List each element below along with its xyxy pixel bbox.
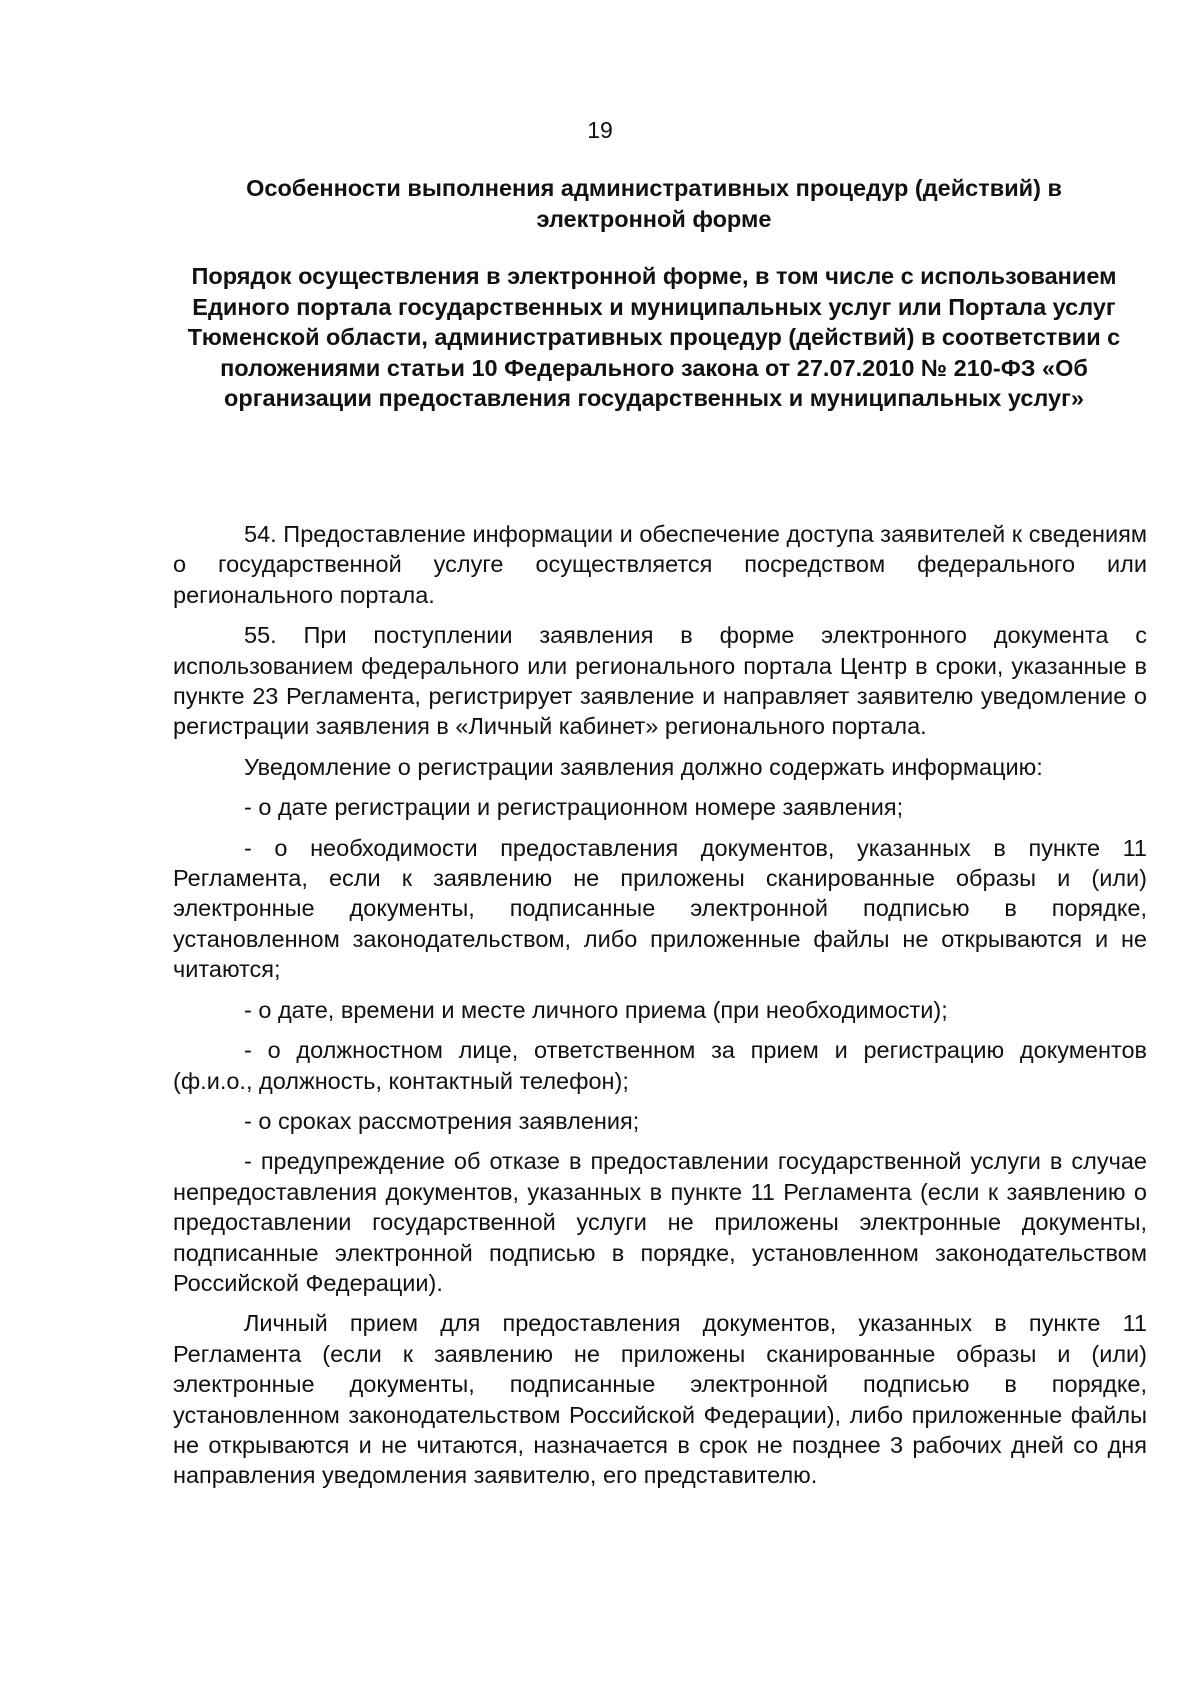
list-item: - о дате регистрации и регистрационном номере заявления; bbox=[244, 794, 904, 821]
list-item: - о должностном лице, ответственном за прием и регистрацию документов (ф.и.о., должность, контактный телефон); bbox=[173, 1037, 1147, 1094]
section-title: Особенности выполнения административных процедур (действий) в электронной форме bbox=[246, 175, 1062, 232]
subsection-title: Порядок осуществления в электронной форме, в том числе с использованием Единого портала государственных и муниципальных услуг или Портала услуг Тюменской области, административных процедур (действий) в соответствии с положениями статьи 10 Федерального закона от 27.07.2010 № 210-ФЗ «Об организации предоставления государственных и муниципальных услуг» bbox=[187, 263, 1121, 411]
list-item: - о сроках рассмотрения заявления; bbox=[244, 1107, 640, 1134]
paragraph-54: 54. Предоставление информации и обеспечение доступа заявителей к сведениям о государственной услуге осуществляется посредством федерального или регионального портала. bbox=[173, 521, 1147, 608]
list-item: - предупреждение об отказе в предоставлении государственной услуги в случае непредоставления документов, указанных в пункте 11 Регламента (если к заявлению о предоставлении государственной услуги не приложены электронные документы, подписанные электронной подписью в порядке, установленном законодательством Российской Федерации). bbox=[173, 1148, 1147, 1296]
paragraph-55: 55. При поступлении заявления в форме электронного документа с использованием федерального или регионального портала Центр в сроки, указанные в пункте 23 Регламента, регистрирует заявление и направляет заявителю уведомление о регистрации заявления в «Личный кабинет» регионального портала. bbox=[173, 622, 1147, 740]
list-item: - о необходимости предоставления документов, указанных в пункте 11 Регламента, если к заявлению не приложены сканированные образы и (или) электронные документы, подписанные электронной подписью в порядке, установленном законодательством, либо приложенные файлы не открываются и не читаются; bbox=[173, 834, 1147, 983]
list-item: - о дате, времени и месте личного приема (при необходимости); bbox=[244, 996, 948, 1023]
personal-reception-paragraph: Личный прием для предоставления документов, указанных в пункте 11 Регламента (если к заявлению не приложены сканированные образы и (или) электронные документы, подписанные электронной подписью в порядке, установленном законодательством Российской Федерации), либо приложенные файлы не открываются и не читаются, назначается в срок не позднее 3 рабочих дней со дня направления уведомления заявителю, его представителю. bbox=[173, 1310, 1147, 1489]
notification-intro: Уведомление о регистрации заявления должно содержать информацию: bbox=[244, 753, 1043, 780]
document-body bbox=[173, 519, 1147, 1501]
page-number: 19 bbox=[587, 117, 613, 143]
